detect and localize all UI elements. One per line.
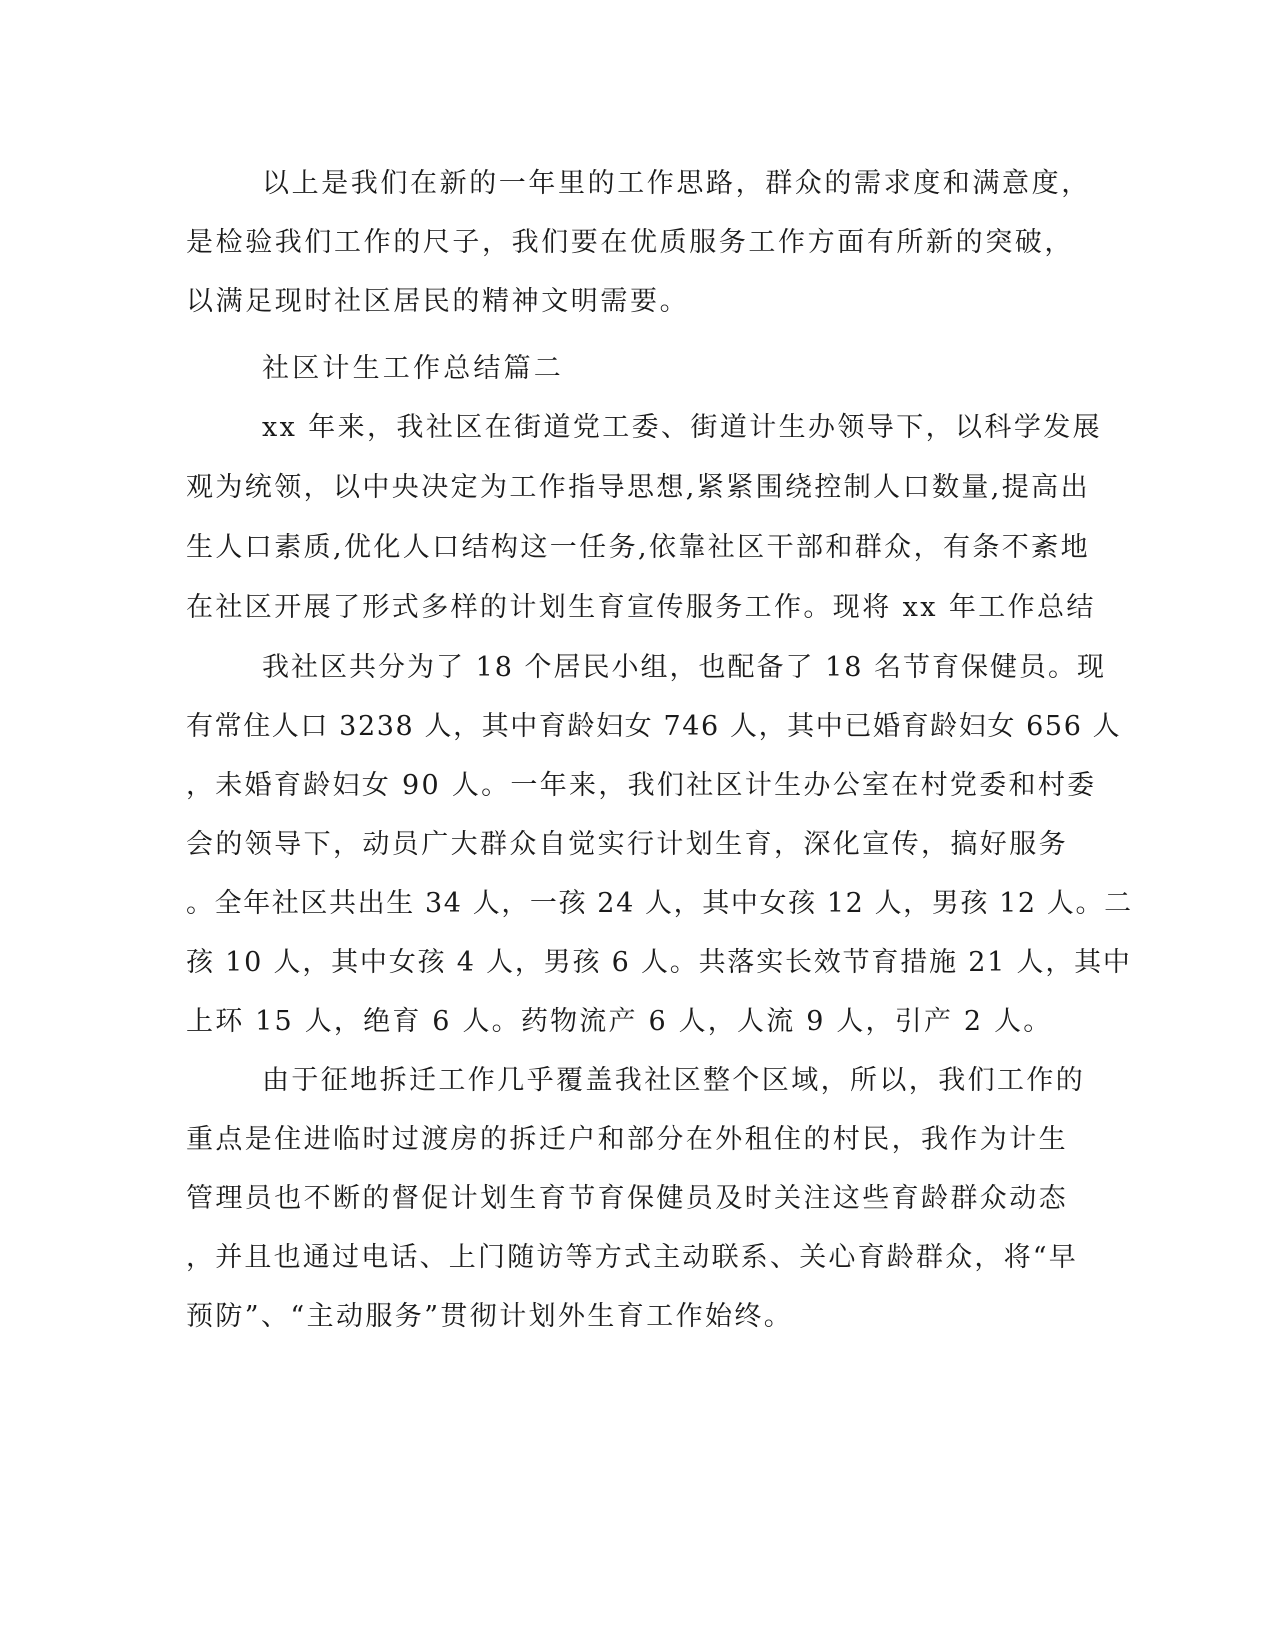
paragraph-2-line: 生人口素质,优化人口结构这一任务,依靠社区干部和群众，有条不紊地 — [186, 532, 1090, 563]
paragraph-4-line: 重点是住进临时过渡房的拆迁户和部分在外租住的村民，我作为计生 — [186, 1124, 1068, 1155]
paragraph-3-line: 有常住人口 3238 人，其中育龄妇女 746 人，其中已婚育龄妇女 656 人 — [186, 711, 1122, 742]
paragraph-3-line: 上环 15 人，绝育 6 人。药物流产 6 人，人流 9 人，引产 2 人。 — [186, 1006, 1053, 1037]
paragraph-3-line: ，未婚育龄妇女 90 人。一年来，我们社区计生办公室在村党委和村委 — [186, 770, 1097, 801]
paragraph-3-line: 会的领导下，动员广大群众自觉实行计划生育，深化宣传，搞好服务 — [186, 829, 1068, 860]
paragraph-4-line: 预防”、“主动服务”贯彻计划外生育工作始终。 — [186, 1301, 794, 1332]
paragraph-2-line: xx 年来，我社区在街道党工委、街道计生办领导下，以科学发展 — [262, 412, 1103, 443]
paragraph-4-line: 由于征地拆迁工作几乎覆盖我社区整个区域，所以，我们工作的 — [262, 1065, 1086, 1096]
paragraph-3-line: 我社区共分为了 18 个居民小组，也配备了 18 名节育保健员。现 — [262, 652, 1107, 683]
paragraph-1-line: 以满足现时社区居民的精神文明需要。 — [186, 286, 690, 317]
paragraph-4-line: 管理员也不断的督促计划生育节育保健员及时关注这些育龄群众动态 — [186, 1183, 1068, 1214]
paragraph-3-line: 。全年社区共出生 34 人，一孩 24 人，其中女孩 12 人，男孩 12 人。二 — [186, 888, 1133, 919]
paragraph-3-line: 孩 10 人，其中女孩 4 人，男孩 6 人。共落实长效节育措施 21 人，其中 — [186, 947, 1132, 978]
paragraph-1-line: 以上是我们在新的一年里的工作思路，群众的需求度和满意度， — [262, 168, 1091, 199]
section-heading: 社区计生工作总结篇二 — [262, 353, 564, 384]
paragraph-2-line: 在社区开展了形式多样的计划生育宣传服务工作。现将 xx 年工作总结 — [186, 592, 1096, 623]
paragraph-1-line: 是检验我们工作的尺子，我们要在优质服务工作方面有所新的突破， — [186, 227, 1074, 258]
paragraph-4-line: ，并且也通过电话、上门随访等方式主动联系、关心育龄群众，将“早 — [186, 1242, 1079, 1273]
paragraph-2-line: 观为统领，以中央决定为工作指导思想,紧紧围绕控制人口数量,提高出 — [186, 472, 1090, 503]
